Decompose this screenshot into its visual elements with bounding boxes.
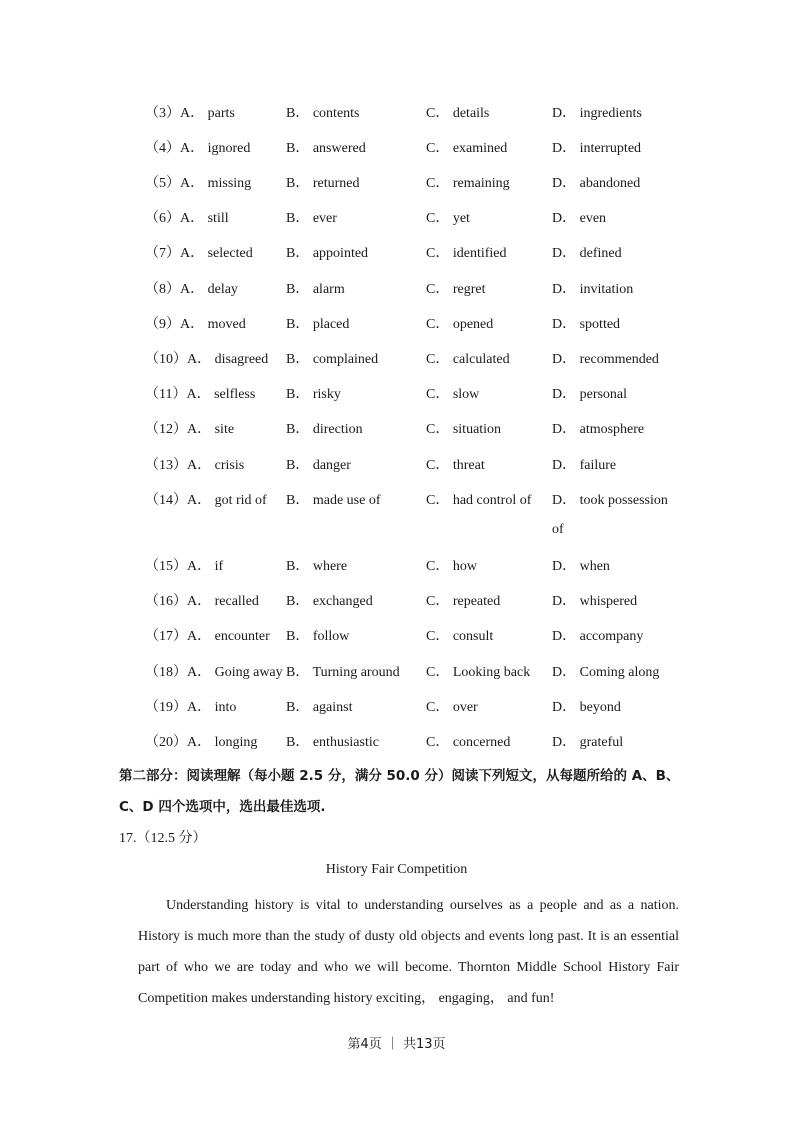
option-d: [552, 591, 637, 613]
option-b: [286, 732, 379, 754]
option-b: [286, 173, 359, 195]
question-row: [0, 455, 793, 477]
option-d-text: D． grateful: [552, 735, 624, 750]
option-c-text: C． Looking back: [426, 665, 531, 680]
option-b: [286, 314, 349, 336]
option-c-text: C． yet: [426, 211, 470, 226]
option-a: [145, 490, 267, 512]
option-a: [145, 243, 253, 265]
option-a: [145, 173, 251, 195]
option-b: [286, 419, 363, 441]
option-d-text: D． ingredients: [552, 106, 642, 121]
question-number: 17.（12.5 分）: [119, 831, 207, 846]
option-c: [426, 662, 530, 684]
option-d: [552, 419, 644, 441]
option-a: [145, 556, 223, 578]
option-a: [145, 138, 250, 160]
option-b-text: B． exchanged: [286, 594, 373, 609]
option-c-text: C． concerned: [426, 735, 511, 750]
option-a: [145, 455, 244, 477]
option-a-text: A． ignored: [180, 141, 251, 156]
option-d: [552, 173, 640, 195]
option-c: [426, 419, 501, 441]
option-c: [426, 103, 489, 125]
question-num: （13）: [145, 458, 187, 473]
option-a-text: A． moved: [180, 317, 246, 332]
option-b-text: B． contents: [286, 106, 360, 121]
option-c: [426, 556, 477, 578]
option-d-text: D． abandoned: [552, 176, 641, 191]
option-b-text: B． ever: [286, 211, 337, 226]
option-b-text: B． complained: [286, 352, 379, 367]
option-b-text: B． follow: [286, 629, 350, 644]
option-a: [145, 697, 236, 719]
option-d-text: D． personal: [552, 387, 628, 402]
option-c: [426, 490, 531, 512]
option-a-text: A． into: [187, 700, 237, 715]
option-c-text: C． details: [426, 106, 490, 121]
question-num: （15）: [145, 559, 187, 574]
option-d-text: D． interrupted: [552, 141, 642, 156]
option-a: [145, 279, 238, 301]
option-a: [145, 208, 229, 230]
option-b: [286, 662, 400, 684]
q14-option-d-continuation: of: [552, 522, 564, 537]
option-c: [426, 314, 493, 336]
option-d-text: D． spotted: [552, 317, 621, 332]
option-c: [426, 243, 507, 265]
option-b: [286, 455, 351, 477]
option-b-text: B． Turning around: [286, 665, 400, 680]
option-a: [145, 591, 259, 613]
option-c: [426, 697, 478, 719]
option-a-text: A． parts: [180, 106, 235, 121]
question-row: [0, 173, 793, 195]
option-a-text: A． delay: [180, 282, 238, 297]
option-a: [145, 384, 255, 406]
option-d: [552, 662, 659, 684]
option-a: [145, 419, 234, 441]
option-c: [426, 208, 470, 230]
option-c: [426, 279, 485, 301]
option-b-text: B． appointed: [286, 246, 369, 261]
option-c: [426, 384, 479, 406]
option-d-text: D． took possession: [552, 493, 668, 508]
option-d-text: D． when: [552, 559, 610, 574]
option-d: [552, 349, 659, 371]
option-b: [286, 626, 349, 648]
option-a: [145, 732, 257, 754]
option-d: [552, 103, 642, 125]
question-num: （16）: [145, 594, 187, 609]
question-num: （8）: [145, 282, 180, 297]
option-a: [145, 103, 235, 125]
option-b: [286, 591, 373, 613]
option-a-text: A． if: [187, 559, 224, 574]
option-b: [286, 208, 337, 230]
option-c-text: C． remaining: [426, 176, 510, 191]
question-row: [0, 279, 793, 301]
option-d-text: D． beyond: [552, 700, 621, 715]
option-c-text: C． over: [426, 700, 478, 715]
question-row: [0, 732, 793, 754]
question-num: （14）: [145, 493, 187, 508]
option-a: [145, 314, 246, 336]
option-c-text: C． regret: [426, 282, 486, 297]
question-row: [0, 662, 793, 684]
question-row: [0, 419, 793, 441]
option-a-text: A． crisis: [187, 458, 245, 473]
option-a-text: A． missing: [180, 176, 252, 191]
question-row: [0, 208, 793, 230]
section-heading-line1: 第二部分：阅读理解（每小题 2.5 分，满分 50.0 分）阅读下列短文，从每题所给的 A、B、: [119, 768, 680, 784]
option-b-text: B． answered: [286, 141, 366, 156]
option-d: [552, 279, 633, 301]
option-a-text: A． disagreed: [187, 352, 269, 367]
question-row: [0, 556, 793, 578]
option-b: [286, 243, 368, 265]
option-d-text: D． whispered: [552, 594, 638, 609]
option-c-text: C． opened: [426, 317, 494, 332]
passage-paragraph: Understanding history is vital to understanding ourselves as a people and as a nation. History is much more than the study of dusty old objects and events long past. It is an essential part of who we are today and who we will become. Thornton Middle School History Fair Competition makes understanding history exciting， engaging， and fun!: [138, 898, 679, 1006]
option-c: [426, 455, 485, 477]
question-row: [0, 591, 793, 613]
option-a-text: A． encounter: [187, 629, 270, 644]
question-num: （7）: [145, 246, 180, 261]
section-heading-line2: C、D 四个选项中，选出最佳选项.: [119, 799, 326, 815]
question-row: [0, 243, 793, 265]
option-c: [426, 591, 500, 613]
option-b-text: B． alarm: [286, 282, 345, 297]
question-num: （20）: [145, 735, 187, 750]
option-a-text: A． Going away: [187, 665, 283, 680]
passage-title: History Fair Competition: [325, 862, 468, 877]
option-c: [426, 138, 507, 160]
option-a-text: A． site: [187, 422, 235, 437]
option-b-text: B． placed: [286, 317, 350, 332]
option-c-text: C． had control of: [426, 493, 532, 508]
option-c: [426, 349, 510, 371]
option-c-text: C． consult: [426, 629, 494, 644]
question-num: （6）: [145, 211, 180, 226]
option-d-text: D． atmosphere: [552, 422, 645, 437]
option-d-text: D． defined: [552, 246, 622, 261]
option-c-text: C． identified: [426, 246, 507, 261]
page-footer: 第4页 ｜ 共13页: [347, 1037, 446, 1052]
option-b: [286, 103, 360, 125]
option-d: [552, 314, 620, 336]
option-a: [145, 626, 270, 648]
option-d-text: D． invitation: [552, 282, 634, 297]
option-c-text: C． slow: [426, 387, 480, 402]
question-row: [0, 349, 793, 371]
option-b-text: B． direction: [286, 422, 363, 437]
question-row: [0, 626, 793, 648]
option-d-text: D． recommended: [552, 352, 659, 367]
question-row: [0, 384, 793, 406]
option-a-text: A． got rid of: [187, 493, 267, 508]
option-d: [552, 626, 643, 648]
option-b-text: B． danger: [286, 458, 351, 473]
option-a-text: A． longing: [187, 735, 258, 750]
option-b: [286, 697, 353, 719]
question-row: [0, 138, 793, 160]
option-d: [552, 243, 622, 265]
option-d-text: D． even: [552, 211, 607, 226]
option-c-text: C． calculated: [426, 352, 510, 367]
option-b-text: B． where: [286, 559, 348, 574]
option-d: [552, 384, 627, 406]
option-a-text: A． still: [180, 211, 229, 226]
question-num: （18）: [145, 665, 187, 680]
option-b-text: B． made use of: [286, 493, 381, 508]
option-b-text: B． risky: [286, 387, 341, 402]
option-c-text: C． repeated: [426, 594, 501, 609]
option-d: [552, 556, 610, 578]
option-c-text: C． situation: [426, 422, 502, 437]
option-d: [552, 490, 668, 512]
question-row: [0, 490, 793, 512]
question-num: （4）: [145, 141, 180, 156]
option-c-text: C． how: [426, 559, 477, 574]
option-b: [286, 384, 341, 406]
option-a: [145, 349, 268, 371]
question-num: （10）: [145, 352, 187, 367]
option-c: [426, 626, 493, 648]
question-row: [0, 697, 793, 719]
option-b: [286, 490, 380, 512]
option-b: [286, 349, 378, 371]
option-d: [552, 138, 641, 160]
question-num: （19）: [145, 700, 187, 715]
option-d: [552, 697, 621, 719]
question-row: [0, 314, 793, 336]
option-c: [426, 732, 510, 754]
question-num: （5）: [145, 176, 180, 191]
option-b-text: B． against: [286, 700, 353, 715]
option-c-text: C． threat: [426, 458, 485, 473]
option-d: [552, 208, 606, 230]
option-d-text: D． failure: [552, 458, 617, 473]
option-c: [426, 173, 510, 195]
question-num: （3）: [145, 106, 180, 121]
question-num: （12）: [145, 422, 187, 437]
option-c-text: C． examined: [426, 141, 508, 156]
question-num: （11）: [145, 387, 187, 402]
option-d: [552, 732, 623, 754]
option-a-text: A． selfless: [186, 387, 256, 402]
option-b-text: B． returned: [286, 176, 360, 191]
option-b: [286, 138, 366, 160]
option-d-text: D． accompany: [552, 629, 644, 644]
option-b: [286, 556, 347, 578]
question-num: （9）: [145, 317, 180, 332]
option-b: [286, 279, 345, 301]
option-a: [145, 662, 283, 684]
question-num: （17）: [145, 629, 187, 644]
option-a-text: A． recalled: [187, 594, 259, 609]
option-d-text: D． Coming along: [552, 665, 660, 680]
option-b-text: B． enthusiastic: [286, 735, 379, 750]
option-d: [552, 455, 616, 477]
question-row: [0, 103, 793, 125]
option-a-text: A． selected: [180, 246, 253, 261]
